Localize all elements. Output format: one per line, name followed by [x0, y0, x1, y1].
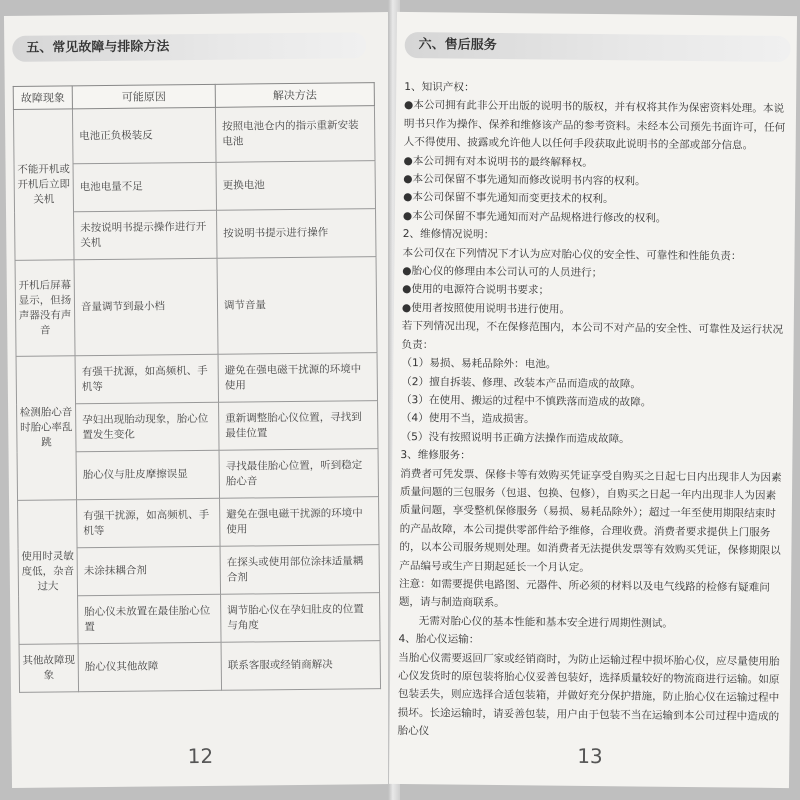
- cause-cell: 未涂抹耦合剂: [77, 546, 220, 595]
- symptom-cell: 其他故障现象: [19, 644, 78, 693]
- fix-cell: 调节胎心仪在孕妇肚皮的位置与角度: [221, 593, 380, 643]
- cause-cell: 胎心仪与肚皮摩擦误显: [76, 450, 219, 499]
- list-item: （3）在使用、搬运的过程中不慎跌落而造成的故障。: [400, 393, 652, 409]
- fix-cell: 在探头或使用部位涂抹适量耦合剂: [220, 545, 379, 595]
- header-fix: 解决方法: [215, 83, 374, 108]
- cause-cell: 音量调节到最小档: [74, 258, 218, 355]
- right-page: [389, 12, 797, 788]
- heading-transport: 4、胎心仪运输：: [398, 633, 480, 647]
- table-row: [19, 641, 380, 693]
- heading-repair: 2、维修情况说明：: [402, 228, 495, 242]
- bullet-item: ●本公司保留不事先通知而修改说明书内容的权利。: [403, 173, 646, 188]
- fix-cell: 避免在强电磁干扰源的环境中使用: [220, 497, 379, 547]
- cause-cell: 有强干扰源，如高频机、手机等: [75, 354, 218, 403]
- cause-cell: 有强干扰源，如高频机、手机等: [77, 498, 220, 547]
- fix-cell: 更换电池: [216, 161, 375, 211]
- section-title-after-sales: 六、售后服务: [405, 32, 791, 62]
- paragraph: ●本公司拥有此非公开出版的说明书的版权，并有权将其作为保密资料处理。本说明书只作为操作、保养和维修该产品的参考资料。未经本公司预先书面许可，任何人不得使用、披露或允许他人以任何手段获取此说明书的全部或部分信息。: [403, 99, 786, 152]
- paragraph: 本公司仅在下列情况下才认为应对胎心仪的安全性、可靠性和性能负责：: [402, 246, 742, 263]
- symptom-cell: 开机后屏幕显示，但扬声器没有声音: [15, 260, 75, 357]
- section-title-troubleshooting: 五、常见故障与排除方法: [12, 32, 366, 62]
- fault-table: [13, 82, 381, 693]
- table-row: [15, 257, 377, 357]
- symptom-cell: 使用时灵敏度低，杂音过大: [18, 500, 79, 645]
- cause-cell: 孕妇出现胎动现象，胎心位置发生变化: [76, 402, 219, 451]
- left-page: [4, 12, 396, 788]
- list-item: （5）没有按照说明书正确方法操作而造成故障。: [400, 430, 630, 446]
- cause-cell: 未按说明书提示操作进行开关机: [74, 210, 217, 259]
- page-number-right: 13: [577, 743, 603, 769]
- fix-cell: 调节音量: [217, 257, 377, 355]
- note: 注意：如需要提供电路图、元器件、所必须的材料以及电气线路的检修有疑难问题，请与制造商联系。: [398, 577, 770, 610]
- after-sales-text: [397, 78, 788, 745]
- cause-cell: 胎心仪未放置在最佳胎心位置: [78, 594, 221, 643]
- bullet-item: ●使用的电源符合说明书要求；: [402, 283, 550, 298]
- symptom-cell: 检测胎心音时胎心率乱跳: [16, 356, 77, 501]
- bullet-item: ●本公司拥有对本说明书的最终解释权。: [403, 154, 593, 169]
- cause-cell: 胎心仪其他故障: [78, 642, 221, 691]
- heading-service: 3、维修服务：: [400, 449, 471, 462]
- paragraph: 若下列情况出现，不在保修范围内，本公司不对产品的安全性、可靠性及运行状况负责：: [401, 320, 784, 352]
- fix-cell: 寻找最佳胎心位置，听到稳定胎心音: [219, 449, 378, 499]
- fix-cell: 重新调整胎心仪位置，寻找到最佳位置: [219, 401, 378, 451]
- note-continuation: 无需对胎心仪的基本性能和基本安全进行周期性测试。: [418, 614, 673, 630]
- table-row: [13, 106, 375, 165]
- heading-ip: 1、知识产权：: [404, 81, 475, 94]
- fix-cell: 按照电池仓内的指示重新安装电池: [215, 106, 375, 163]
- header-symptom: 故障现象: [13, 86, 72, 110]
- table-row: [16, 353, 377, 405]
- page-number-left: 12: [187, 743, 214, 769]
- cause-cell: 电池电量不足: [73, 162, 216, 211]
- paragraph: 当胎心仪需要返回厂家或经销商时，为防止运输过程中损坏胎心仪，应尽量使用胎心仪发货时的原包装将胎心仪妥善包装好，选择质量较好的物流商进行运输。如原包装丢失，则应选择合适包装箱，并做好充分保护措施，防止胎心仪在运输过程中损坏。长途运输时，请妥善包装，用户由于包装不当在运输到本公司过程中造成的胎心仪: [397, 651, 780, 738]
- symptom-cell: 不能开机或开机后立即关机: [13, 109, 74, 261]
- fix-cell: 联系客服或经销商解决: [221, 641, 380, 691]
- list-item: （4）使用不当，造成损害。: [400, 412, 535, 426]
- paragraph: 消费者可凭发票、保修卡等有效购买凭证享受自购买之日起七日内出现非人为因素质量问题的三包服务（包退、包换、包修），自购买之日起一年内出现非人为因素质量问题，享受整机保修服务（易损、易耗品除外）；超过一年至使用期限结束时的产品故障，本公司提供零部件给予维修，合理收费。消费者要求提供上门服务的，以本公司服务规则处理。如消费者无法提供发票等有效购买凭证，保修期限以产品编号或生产日期起延长一个月认定。: [399, 467, 782, 574]
- bullet-item: ●本公司保留不事先通知而变更技术的权利。: [403, 191, 614, 206]
- table-row: [18, 497, 379, 549]
- list-item: （2）擅自拆装、修理、改装本产品而造成的故障。: [401, 375, 642, 391]
- bullet-item: ●使用者按照使用说明书进行使用。: [401, 301, 571, 316]
- bullet-item: ●本公司保留不事先通知而对产品规格进行修改的权利。: [402, 209, 667, 225]
- list-item: （1）易损、易耗品除外：电池。: [401, 357, 557, 371]
- header-cause: 可能原因: [72, 84, 215, 108]
- cause-cell: 电池正负极装反: [72, 107, 216, 163]
- bullet-item: ●胎心仪的修理由本公司认可的人员进行；: [402, 265, 603, 280]
- fix-cell: 避免在强电磁干扰源的环境中使用: [218, 353, 377, 403]
- fix-cell: 按说明书提示进行操作: [217, 209, 376, 259]
